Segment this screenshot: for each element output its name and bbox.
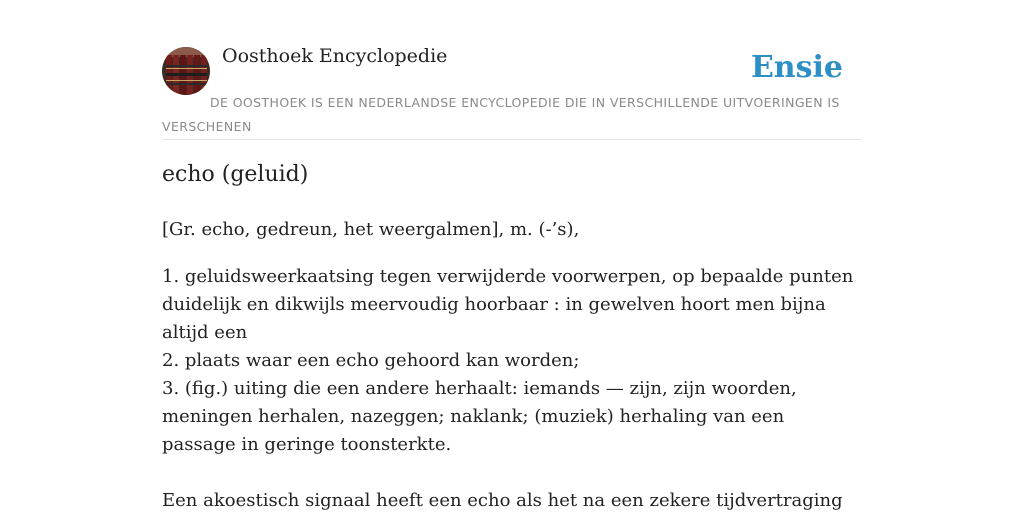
encyclopedia-books-icon [162,47,210,95]
definition-2: 2. plaats waar een echo gehoord kan worden; [162,350,580,371]
entry-etymology: [Gr. echo, gedreun, het weergalmen], m. (-’s), [162,219,580,240]
site-tagline: DE OOSTHOEK IS EEN NEDERLANDSE ENCYCLOPEDIE DIE IN VERSCHILLENDE UITVOERINGEN IS VERSCHENEN [162,95,840,134]
entry-title: echo (geluid) [162,162,309,187]
site-header [162,0,862,140]
entry-extra-paragraph: Een akoestisch signaal heeft een echo als het na een zekere tijdvertraging [162,490,843,511]
encyclopedia-books-avatar[interactable] [162,47,210,95]
content-container [162,0,862,511]
definition-3: 3. (fig.) uiting die een andere herhaalt: iemands — zijn, zijn woorden, meningen herhalen, nazeggen; naklank; (muziek) herhaling van een passage in geringe toonsterkte. [162,378,797,455]
entry-definitions [162,263,862,459]
definition-1: 1. geluidsweerkaatsing tegen verwijderde voorwerpen, op bepaalde punten duidelijk en dikwijls meervoudig hoorbaar : in gewelven hoort men bijna altijd een [162,266,854,343]
ensie-logo-link[interactable]: Ensie [750,50,843,85]
site-title[interactable]: Oosthoek Encyclopedie [222,45,448,67]
